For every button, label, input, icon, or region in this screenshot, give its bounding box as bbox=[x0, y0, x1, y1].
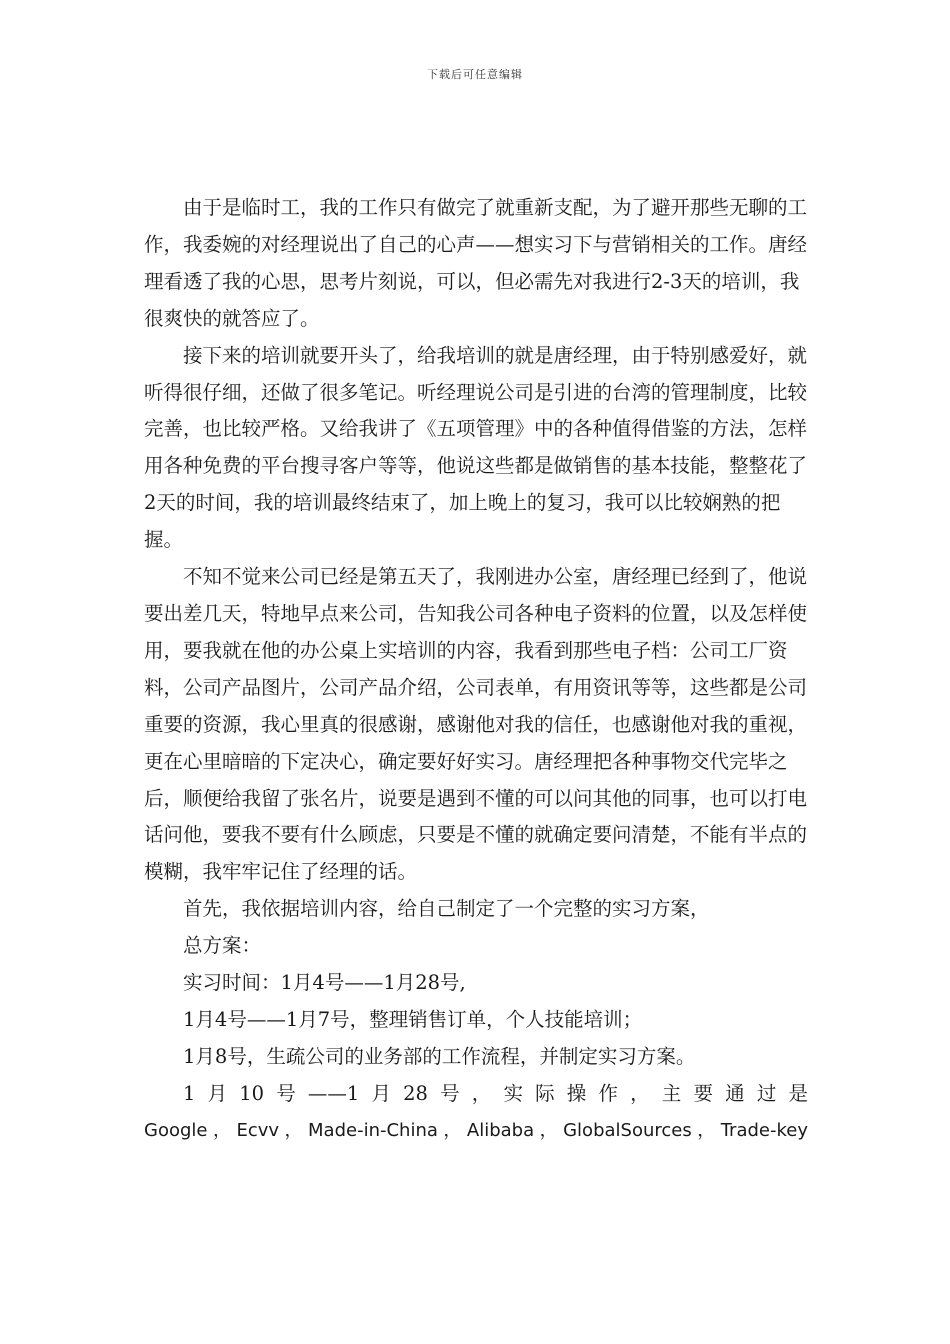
paragraph-platform-list: Google，Ecvv，Made-in-China，Alibaba，GlobalSources，Trade-key bbox=[144, 1119, 808, 1141]
paragraph-schedule-week1: 1月4号——1月7号，整理销售订单，个人技能培训； bbox=[183, 1007, 643, 1031]
paragraph-fifth-day: 不知不觉来公司已经是第五天了，我刚进办公室，唐经理已经到了，他说要出差几天，特地早点来公司，告知我公司各种电子资料的位置，以及怎样使用，要我就在他的办公桌上实培训的内容，我看到那些电子档：公司工厂资料，公司产品图片，公司产品介绍，公司表单，有用资讯等等，这些都是公司重要的资源，我心里真的很感谢，感谢他对我的信任，也感谢他对我的重视，更在心里暗暗的下定决心，确定要好好实习。唐经理把各种事物交代完毕之后，顺便给我留了张名片，说要是遇到不懂的可以问其他的同事，也可以打电话问他，要我不要有什么顾虑，只要是不懂的就确定要问清楚，不能有半点的模糊，我牢牢记住了经理的话。 bbox=[144, 565, 808, 884]
document-body bbox=[144, 190, 808, 1150]
paragraph-training-process: 接下来的培训就要开头了，给我培训的就是唐经理，由于特别感爱好，就听得很仔细，还做了很多笔记。听经理说公司是引进的台湾的管理制度，比较完善，也比较严格。又给我讲了《五项管理》中的各种值得借鉴的方法，怎样用各种免费的平台搜寻客户等等，他说这些都是做销售的基本技能，整整花了2天的时间，我的培训最终结束了，加上晚上的复习，我可以比较娴熟的把握。 bbox=[144, 343, 808, 552]
paragraph-schedule-jan8: 1月8号，生疏公司的业务部的工作流程，并制定实习方案。 bbox=[183, 1044, 696, 1068]
paragraph-training-request: 由于是临时工，我的工作只有做完了就重新支配，为了避开那些无聊的工作，我委婉的对经理说出了自己的心声——想实习下与营销相关的工作。唐经理看透了我的心思，思考片刻说，可以，但必需先对我进行2-3天的培训，我很爽快的就答应了。 bbox=[144, 196, 808, 330]
paragraph-internship-period: 实习时间：1月4号——1月28号, bbox=[183, 971, 466, 995]
paragraph-plan-title: 总方案： bbox=[183, 934, 262, 958]
paragraph-schedule-practice: 1月10号——1月28号，实际操作，主要通过是 bbox=[183, 1081, 808, 1105]
header-note: 下载后可任意编辑 bbox=[427, 68, 523, 81]
paragraph-plan-intro: 首先，我依据培训内容，给自己制定了一个完整的实习方案， bbox=[183, 897, 710, 921]
